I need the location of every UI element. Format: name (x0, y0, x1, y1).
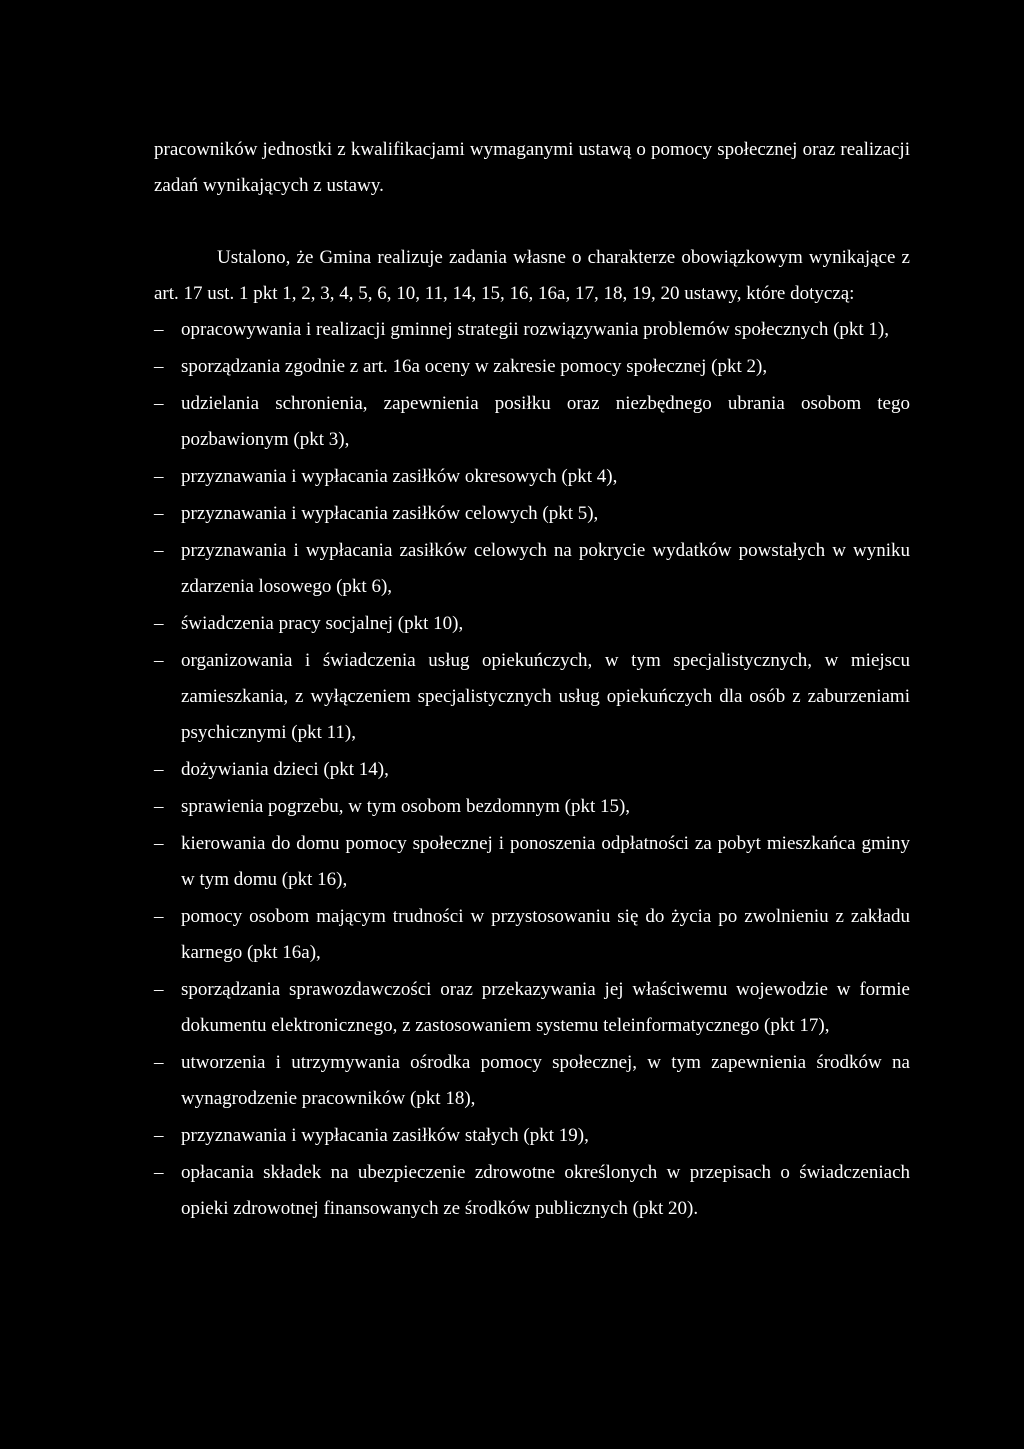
dash-bullet: – (154, 356, 164, 377)
dash-bullet: – (154, 650, 164, 671)
list-item-text: sporządzania sprawozdawczości oraz przekazywania jej właściwemu wojewodzie w formie dokumentu elektronicznego, z zastosowaniem systemu teleinformatycznego (pkt 17), (181, 979, 910, 1036)
dash-bullet: – (154, 540, 164, 561)
dash-bullet: – (154, 393, 164, 414)
list-item (154, 349, 910, 385)
dash-bullet: – (154, 503, 164, 524)
list-item-text: organizowania i świadczenia usług opiekuńczych, w tym specjalistycznych, w miejscu zamieszkania, z wyłączeniem specjalistycznych usług opiekuńczych dla osób z zaburzeniami psychicznymi (pkt 11), (181, 650, 910, 743)
dash-bullet: – (154, 1125, 164, 1146)
list-item-text: pomocy osobom mającym trudności w przystosowaniu się do życia po zwolnieniu z zakładu karnego (pkt 16a), (181, 906, 910, 963)
list-item-text: przyznawania i wypłacania zasiłków okresowych (pkt 4), (181, 466, 618, 487)
list-item (154, 789, 910, 825)
dash-bullet: – (154, 613, 164, 634)
document-body (154, 132, 910, 1228)
list-item-text: opłacania składek na ubezpieczenie zdrowotne określonych w przepisach o świadczeniach opieki zdrowotnej finansowanych ze środków publicznych (pkt 20). (181, 1162, 910, 1219)
list-item-text: przyznawania i wypłacania zasiłków stałych (pkt 19), (181, 1125, 589, 1146)
dash-bullet: – (154, 906, 164, 927)
list-item (154, 752, 910, 788)
intro-paragraph: pracowników jednostki z kwalifikacjami wymaganymi ustawą o pomocy społecznej oraz realizacji zadań wynikających z ustawy. (154, 139, 910, 196)
list-item-text: przyznawania i wypłacania zasiłków celowych (pkt 5), (181, 503, 599, 524)
list-item (154, 972, 910, 1044)
dash-bullet: – (154, 319, 164, 340)
dash-bullet: – (154, 979, 164, 1000)
dash-bullet: – (154, 466, 164, 487)
list-item-text: dożywiania dzieci (pkt 14), (181, 759, 389, 780)
list-item-text: sprawienia pogrzebu, w tym osobom bezdomnym (pkt 15), (181, 796, 631, 817)
list-item (154, 1045, 910, 1117)
list-item-text: udzielania schronienia, zapewnienia posiłku oraz niezbędnego ubrania osobom tego pozbawionym (pkt 3), (181, 393, 910, 450)
dash-bullet: – (154, 1162, 164, 1183)
list-item-text: kierowania do domu pomocy społecznej i ponoszenia odpłatności za pobyt mieszkańca gminy w tym domu (pkt 16), (181, 833, 910, 890)
dash-bullet: – (154, 796, 164, 817)
list-item (154, 643, 910, 751)
list-item-text: utworzenia i utrzymywania ośrodka pomocy społecznej, w tym zapewnienia środków na wynagrodzenie pracowników (pkt 18), (181, 1052, 910, 1109)
list-item (154, 312, 910, 348)
lead-paragraph: Ustalono, że Gmina realizuje zadania własne o charakterze obowiązkowym wynikające z art. 17 ust. 1 pkt 1, 2, 3, 4, 5, 6, 10, 11, 14, 15, 16, 16a, 17, 18, 19, 20 ustawy, które dotyczą: (154, 247, 910, 304)
dash-bullet: – (154, 833, 164, 854)
dash-bullet: – (154, 1052, 164, 1073)
list-item (154, 1118, 910, 1154)
duties-list (154, 312, 910, 1227)
list-item (154, 606, 910, 642)
list-item (154, 826, 910, 898)
list-item (154, 459, 910, 495)
list-item-text: opracowywania i realizacji gminnej strategii rozwiązywania problemów społecznych (pkt 1), (181, 319, 890, 340)
list-item (154, 533, 910, 605)
list-item (154, 1155, 910, 1227)
list-item-text: przyznawania i wypłacania zasiłków celowych na pokrycie wydatków powstałych w wyniku zdarzenia losowego (pkt 6), (181, 540, 910, 597)
list-item-text: sporządzania zgodnie z art. 16a oceny w zakresie pomocy społecznej (pkt 2), (181, 356, 768, 377)
dash-bullet: – (154, 759, 164, 780)
list-item (154, 496, 910, 532)
list-item (154, 386, 910, 458)
list-item (154, 899, 910, 971)
list-item-text: świadczenia pracy socjalnej (pkt 10), (181, 613, 464, 634)
